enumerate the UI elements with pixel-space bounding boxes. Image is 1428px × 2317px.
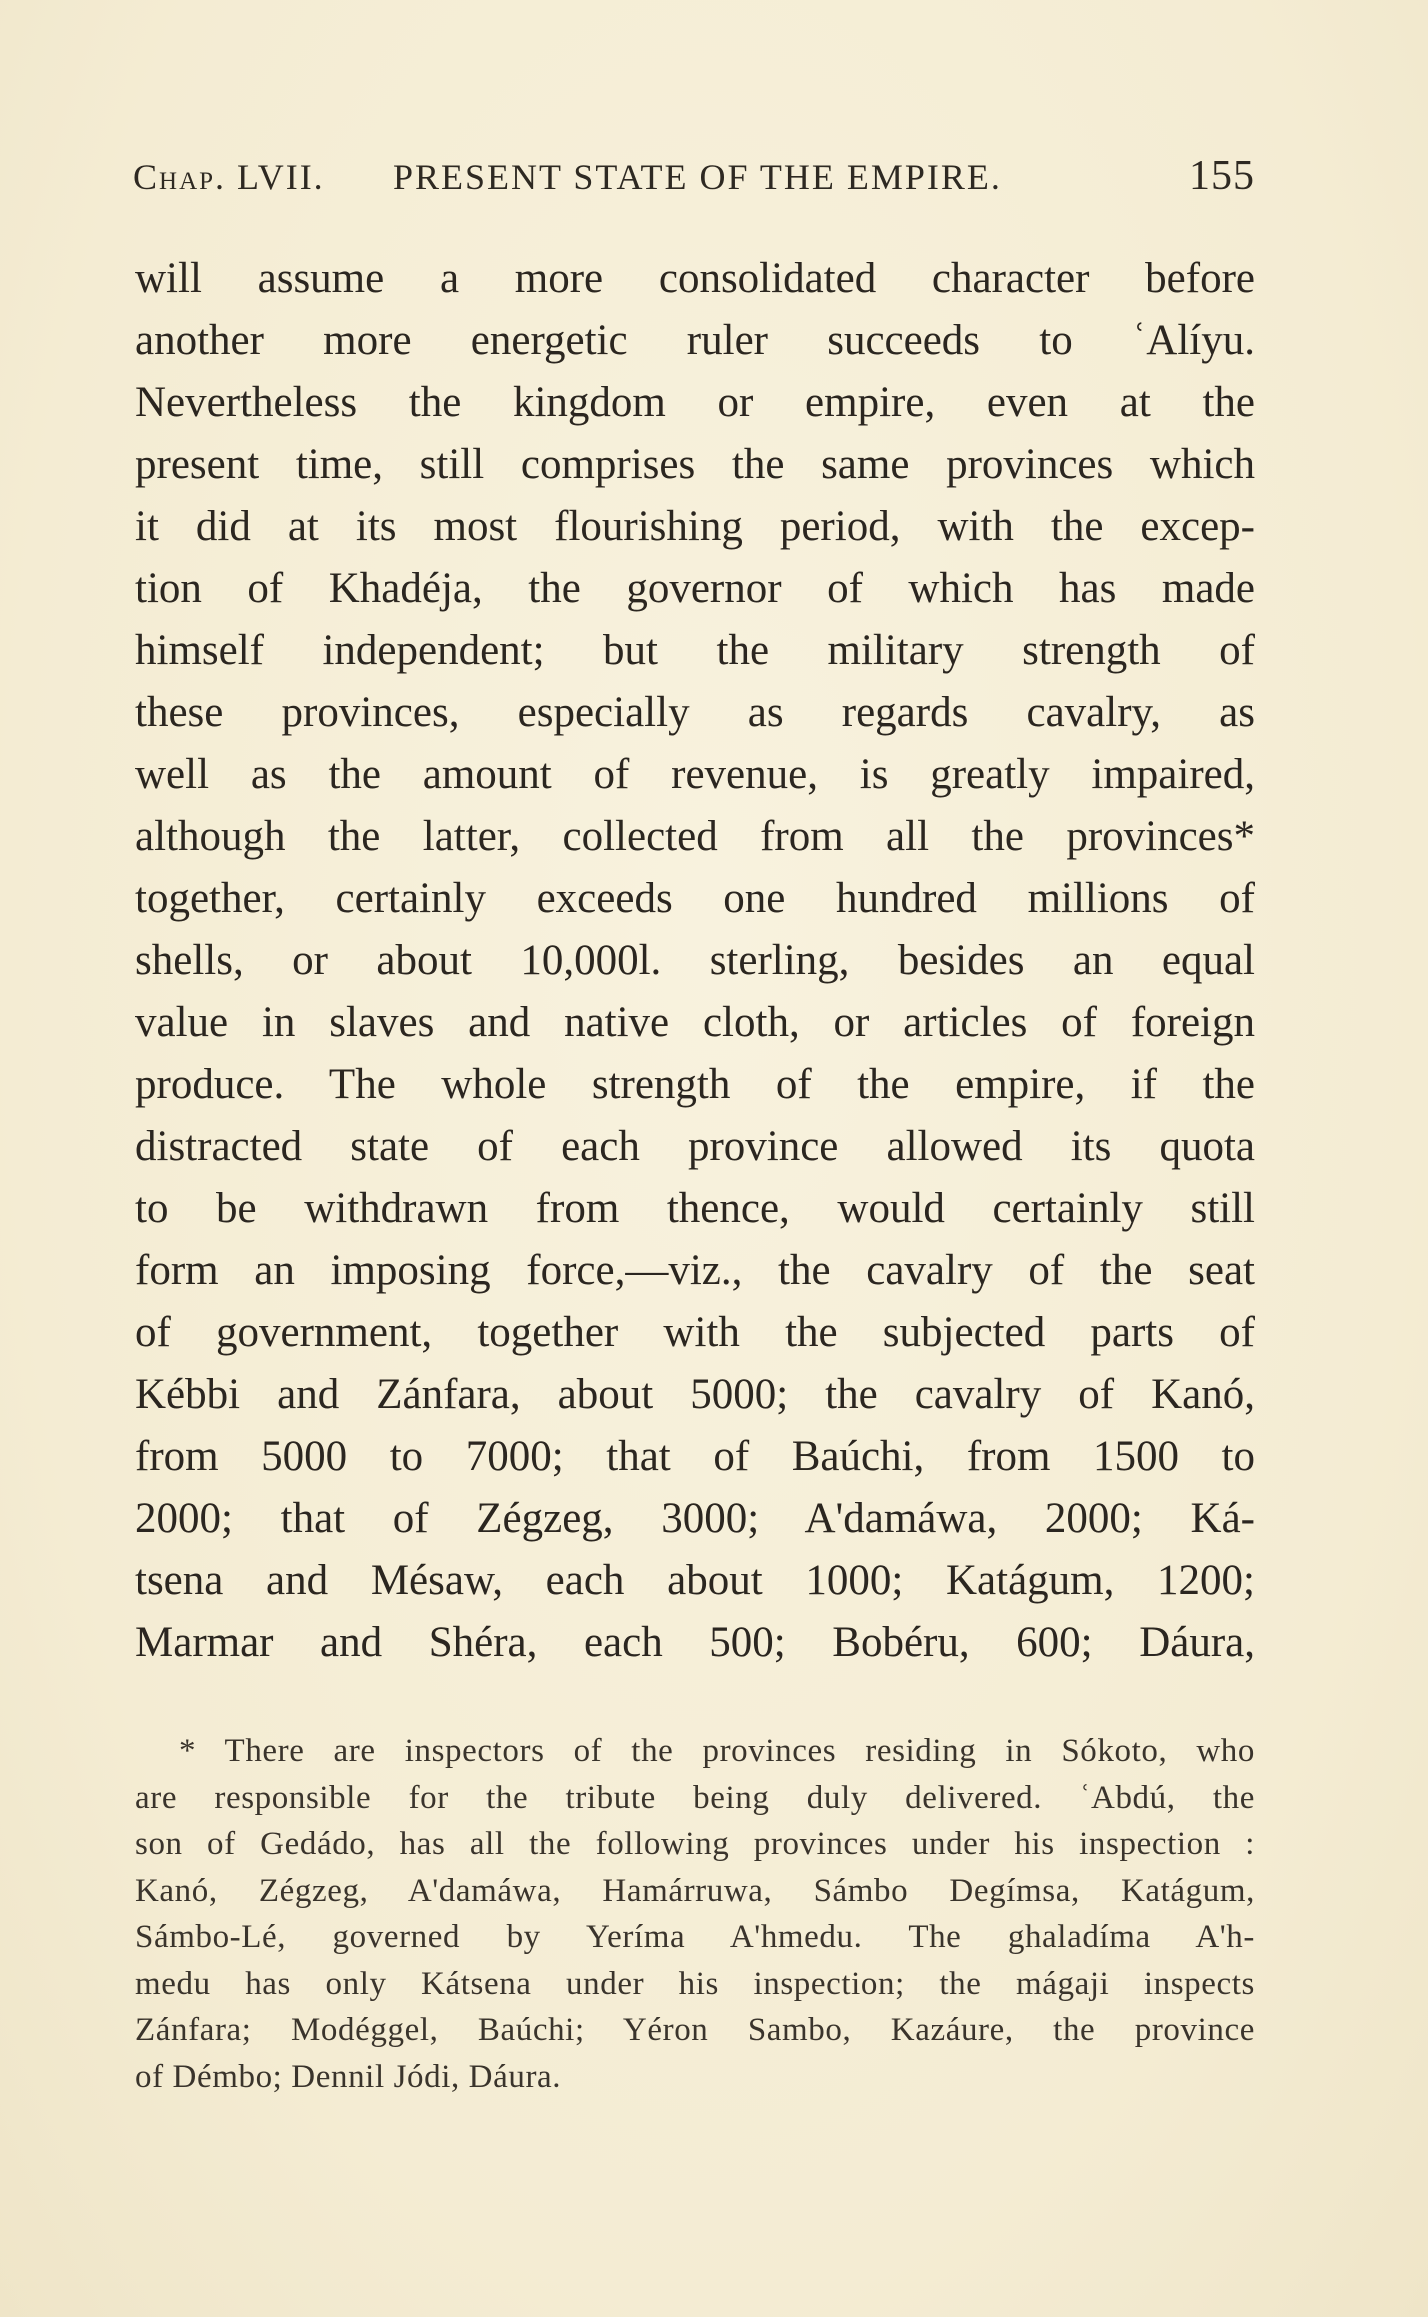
footnote <box>135 1728 1255 2100</box>
footnote-line: son of Gedádo, has all the following provinces under his inspection : <box>135 1826 1255 1862</box>
text-line: tsena and Mésaw, each about 1000; Katágum, 1200; <box>135 1557 1255 1604</box>
text-line: form an imposing force,—viz., the cavalry of the seat <box>135 1247 1255 1294</box>
text-line: distracted state of each province allowed its quota <box>135 1123 1255 1170</box>
text-line: well as the amount of revenue, is greatly impaired, <box>135 751 1255 798</box>
text-line: produce. The whole strength of the empire, if the <box>135 1061 1255 1108</box>
footnote-line: medu has only Kátsena under his inspection; the mágaji inspects <box>135 1965 1255 2002</box>
text-line: present time, still comprises the same provinces which <box>135 441 1255 488</box>
running-head <box>133 152 1255 208</box>
text-line: will assume a more consolidated character before <box>135 255 1255 302</box>
text-line: together, certainly exceeds one hundred millions of <box>135 875 1255 922</box>
chapter-label: Chap. LVII. <box>133 157 325 197</box>
text-line: tion of Khadéja, the governor of which has made <box>135 565 1255 612</box>
text-line: of government, together with the subjected parts of <box>135 1309 1255 1356</box>
footnote-line: Kanó, Zégzeg, A'damáwa, Hamárruwa, Sámbo Degímsa, Katágum, <box>135 1872 1255 1909</box>
text-line: 2000; that of Zégzeg, 3000; A'damáwa, 2000; Ká- <box>135 1495 1255 1542</box>
text-line: another more energetic ruler succeeds to ʿAlíyu. <box>135 317 1255 364</box>
text-line: himself independent; but the military strength of <box>135 627 1255 674</box>
footnote-line: of Démbo; Dennil Jódi, Dáura. <box>135 2058 562 2095</box>
footnote-line: Sámbo-Lé, governed by Yeríma A'hmedu. The ghaladíma A'h- <box>135 1919 1255 1955</box>
text-line: from 5000 to 7000; that of Baúchi, from 1500 to <box>135 1433 1255 1480</box>
text-line: it did at its most flourishing period, with the excep- <box>135 503 1255 550</box>
text-line: although the latter, collected from all the provinces* <box>135 813 1255 860</box>
text-line: to be withdrawn from thence, would certainly still <box>135 1185 1255 1232</box>
text-line: shells, or about 10,000l. sterling, besides an equal <box>135 937 1255 984</box>
footnote-line: are responsible for the tribute being duly delivered. ʿAbdú, the <box>135 1779 1255 1816</box>
page-number: 155 <box>1189 153 1255 199</box>
text-line: Marmar and Shéra, each 500; Bobéru, 600; Dáura, <box>135 1619 1255 1666</box>
main-text <box>135 248 1255 1674</box>
footnote-line: Zánfara; Modéggel, Baúchi; Yéron Sambo, Kazáure, the province <box>135 2012 1255 2048</box>
text-line: Kébbi and Zánfara, about 5000; the cavalry of Kanó, <box>135 1371 1255 1418</box>
text-line: value in slaves and native cloth, or articles of foreign <box>135 999 1255 1046</box>
text-line: Nevertheless the kingdom or empire, even at the <box>135 379 1255 426</box>
text-line: these provinces, especially as regards cavalry, as <box>135 689 1255 736</box>
running-title: PRESENT STATE OF THE EMPIRE. <box>393 157 1002 197</box>
footnote-line: * There are inspectors of the provinces residing in Sókoto, who <box>179 1733 1255 1769</box>
